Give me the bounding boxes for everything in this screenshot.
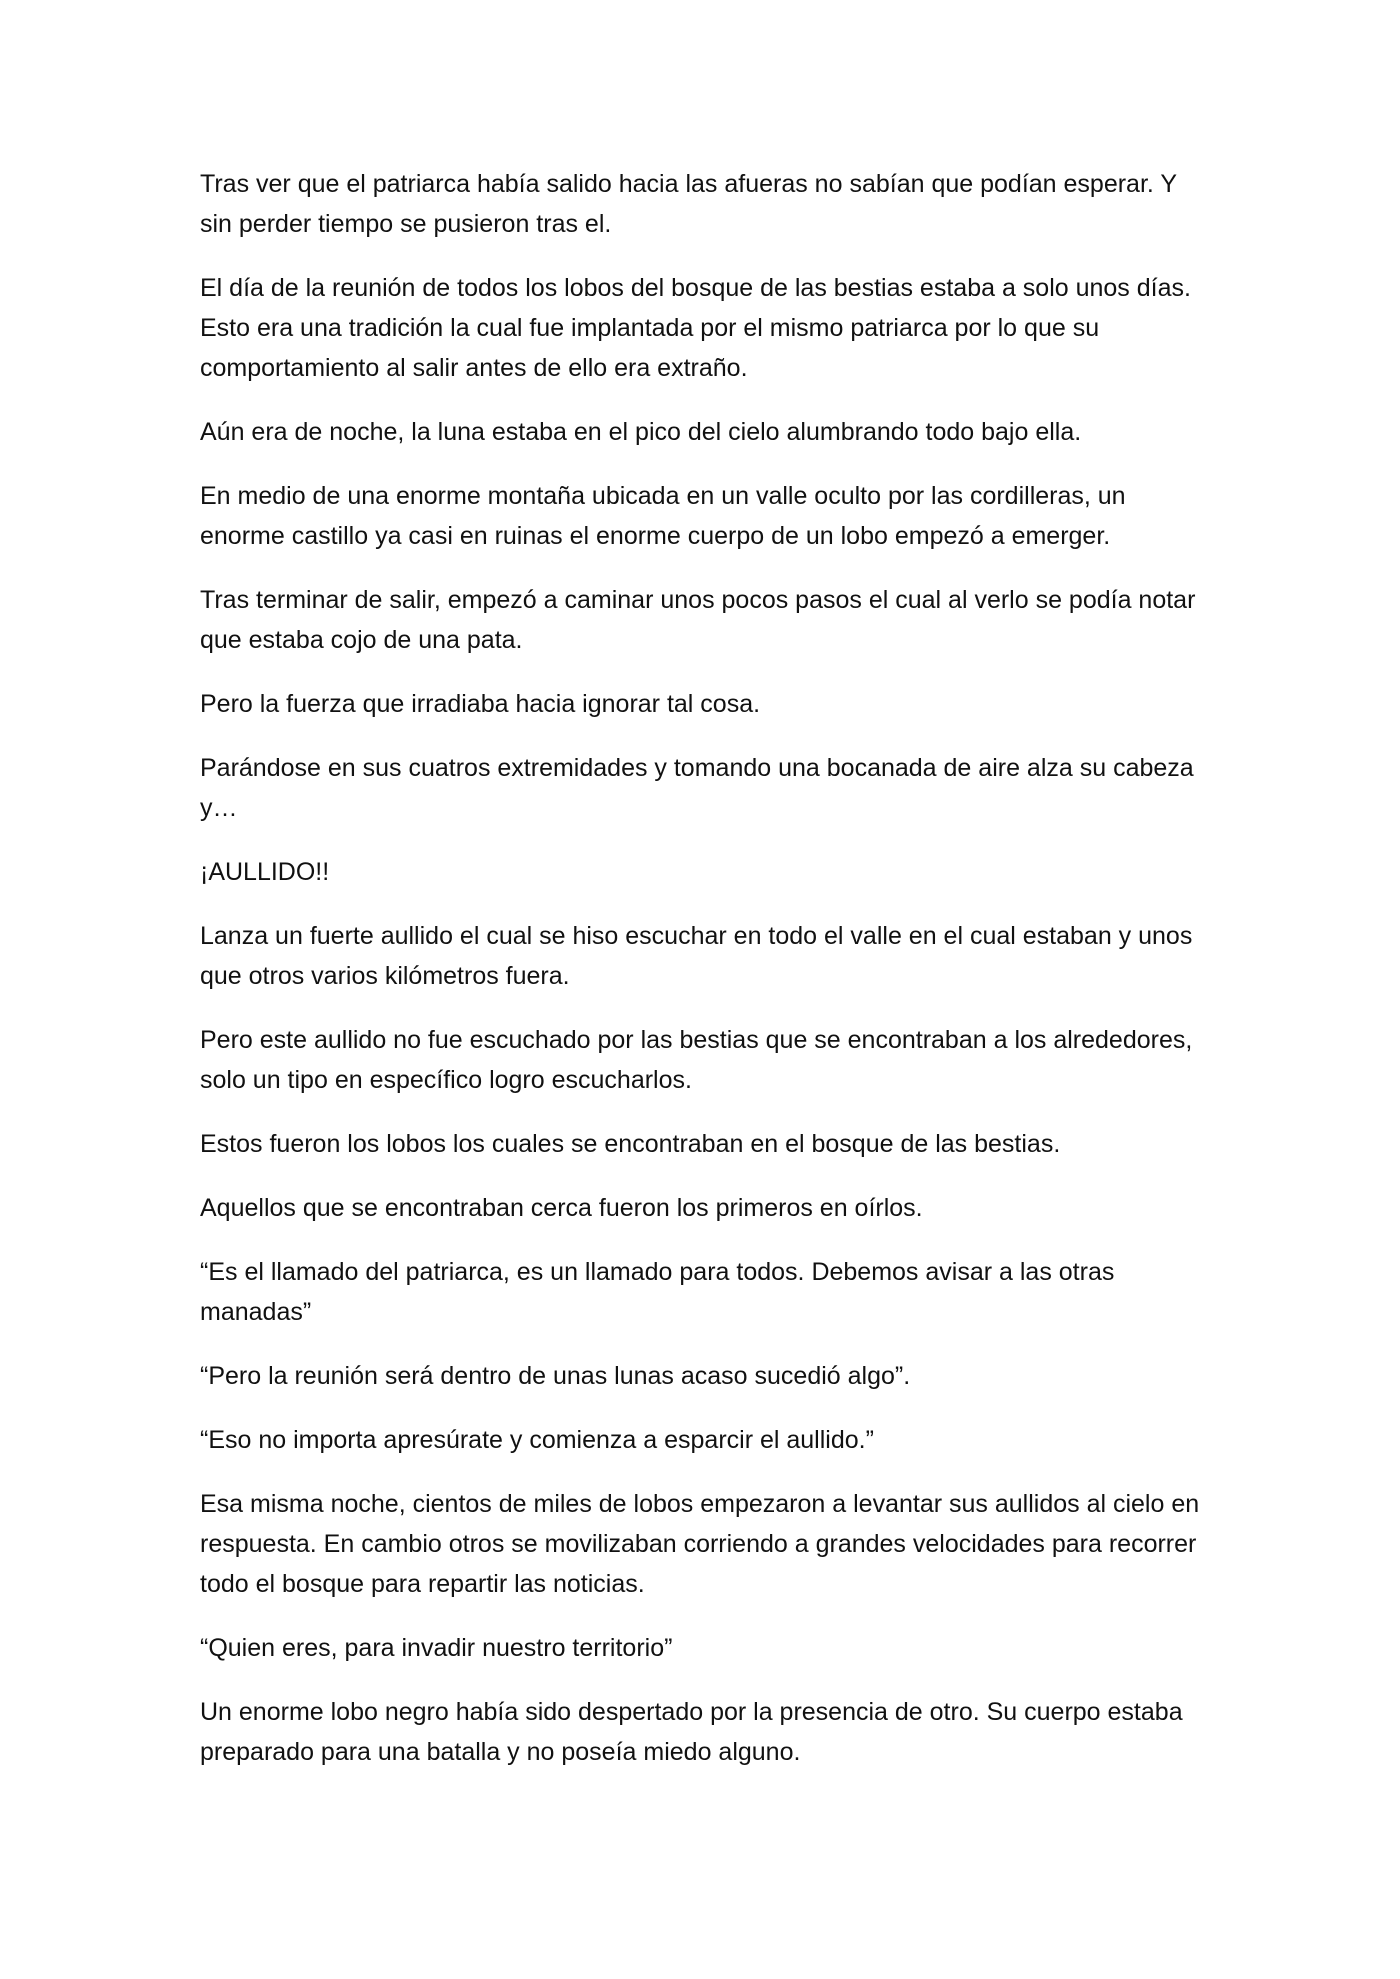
paragraph: Pero la fuerza que irradiaba hacia ignorar tal cosa. [200,690,761,718]
paragraph: “Es el llamado del patriarca, es un llamado para todos. Debemos avisar a las otras manadas” [200,1258,1115,1326]
paragraph: ¡AULLIDO!! [200,858,330,886]
paragraph: Un enorme lobo negro había sido despertado por la presencia de otro. Su cuerpo estaba preparado para una batalla y no poseía miedo alguno. [200,1698,1183,1766]
paragraph: Estos fueron los lobos los cuales se encontraban en el bosque de las bestias. [200,1130,1061,1158]
paragraph: Tras terminar de salir, empezó a caminar unos pocos pasos el cual al verlo se podía notar que estaba cojo de una pata. [200,586,1196,654]
paragraph: Lanza un fuerte aullido el cual se hiso escuchar en todo el valle en el cual estaban y unos que otros varios kilómetros fuera. [200,922,1193,990]
paragraph: Parándose en sus cuatros extremidades y tomando una bocanada de aire alza su cabeza y… [200,754,1194,822]
paragraph: “Eso no importa apresúrate y comienza a esparcir el aullido.” [200,1426,874,1454]
document-body [200,164,1205,1796]
paragraph: “Quien eres, para invadir nuestro territorio” [200,1634,673,1662]
paragraph: Aún era de noche, la luna estaba en el pico del cielo alumbrando todo bajo ella. [200,418,1082,446]
paragraph: El día de la reunión de todos los lobos del bosque de las bestias estaba a solo unos días. Esto era una tradición la cual fue implantada por el mismo patriarca por lo que su comportamiento al salir antes de ello era extraño. [200,274,1191,382]
paragraph: “Pero la reunión será dentro de unas lunas acaso sucedió algo”. [200,1362,911,1390]
paragraph: Aquellos que se encontraban cerca fueron los primeros en oírlos. [200,1194,923,1222]
paragraph: Esa misma noche, cientos de miles de lobos empezaron a levantar sus aullidos al cielo en respuesta. En cambio otros se movilizaban corriendo a grandes velocidades para recorrer todo el bosque para repartir las noticias. [200,1490,1200,1598]
paragraph: Pero este aullido no fue escuchado por las bestias que se encontraban a los alrededores, solo un tipo en específico logro escucharlos. [200,1026,1193,1094]
paragraph: Tras ver que el patriarca había salido hacia las afueras no sabían que podían esperar. Y sin perder tiempo se pusieron tras el. [200,170,1177,238]
paragraph: En medio de una enorme montaña ubicada en un valle oculto por las cordilleras, un enorme castillo ya casi en ruinas el enorme cuerpo de un lobo empezó a emerger. [200,482,1126,550]
